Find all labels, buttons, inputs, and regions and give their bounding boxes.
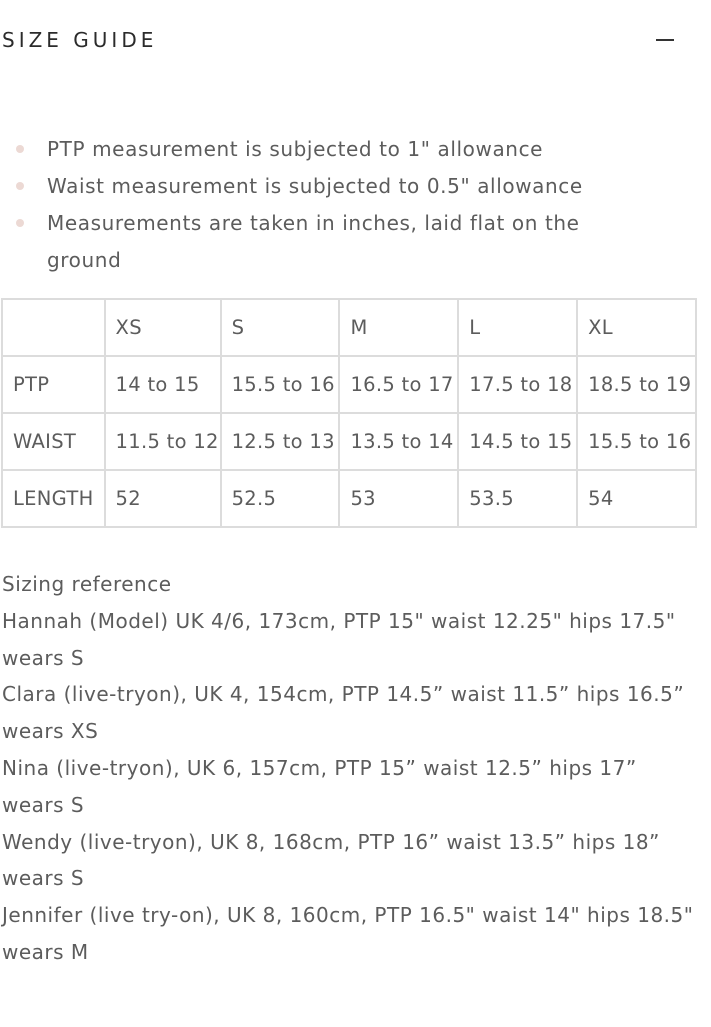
reference-line: Nina (live-tryon), UK 6, 157cm, PTP 15” waist 12.5” hips 17” wears S: [2, 755, 637, 817]
table-row: [2, 413, 696, 470]
size-column-header: XL: [577, 299, 696, 356]
table-cell: 17.5 to 18: [458, 356, 577, 413]
size-column-header: XS: [105, 299, 221, 356]
size-column-header: L: [458, 299, 577, 356]
size-column-header: S: [221, 299, 340, 356]
table-row: [2, 470, 696, 527]
bullet-dot-icon: [16, 219, 24, 227]
note-text: PTP measurement is subjected to 1" allowance: [47, 137, 544, 161]
bullet-dot-icon: [16, 182, 24, 190]
row-label: PTP: [2, 356, 105, 413]
reference-line: Clara (live-tryon), UK 4, 154cm, PTP 14.5” waist 11.5” hips 16.5” wears XS: [2, 682, 685, 744]
table-cell: 15.5 to 16: [221, 356, 340, 413]
sizing-reference-heading: Sizing reference: [2, 572, 172, 596]
table-cell: 52: [105, 470, 221, 527]
table-cell: 13.5 to 14: [339, 413, 458, 470]
table-cell: 53: [339, 470, 458, 527]
reference-line: Hannah (Model) UK 4/6, 173cm, PTP 15" waist 12.25" hips 17.5" wears S: [2, 608, 676, 670]
table-cell: 12.5 to 13: [221, 413, 340, 470]
bullet-dot-icon: [16, 145, 24, 153]
note-item: [0, 205, 711, 279]
sizing-reference: [2, 566, 702, 971]
size-column-header: M: [339, 299, 458, 356]
collapse-minus-icon[interactable]: [652, 24, 680, 54]
measurement-notes: [0, 131, 711, 279]
table-cell: 14.5 to 15: [458, 413, 577, 470]
note-text: Waist measurement is subjected to 0.5" allowance: [47, 174, 583, 198]
size-guide-title: SIZE GUIDE: [2, 28, 158, 52]
row-label: LENGTH: [2, 470, 105, 527]
table-corner-cell: [2, 299, 105, 356]
note-item: [0, 168, 711, 205]
reference-line: Wendy (live-tryon), UK 8, 168cm, PTP 16” waist 13.5” hips 18” wears S: [2, 829, 660, 891]
minus-bar: [656, 39, 674, 41]
table-cell: 11.5 to 12: [105, 413, 221, 470]
note-text: Measurements are taken in inches, laid flat on the ground: [47, 211, 580, 272]
table-header-row: [2, 299, 696, 356]
size-guide-header[interactable]: [0, 22, 711, 62]
table-cell: 16.5 to 17: [339, 356, 458, 413]
table-cell: 52.5: [221, 470, 340, 527]
table-cell: 14 to 15: [105, 356, 221, 413]
size-table-scroll[interactable]: [1, 298, 697, 536]
table-cell: 18.5 to 19: [577, 356, 696, 413]
table-cell: 15.5 to 16: [577, 413, 696, 470]
reference-line: Jennifer (live try-on), UK 8, 160cm, PTP 16.5" waist 14" hips 18.5" wears M: [2, 903, 694, 964]
table-row: [2, 356, 696, 413]
size-table: [1, 298, 697, 528]
note-item: [0, 131, 711, 168]
table-cell: 53.5: [458, 470, 577, 527]
row-label: WAIST: [2, 413, 105, 470]
table-cell: 54: [577, 470, 696, 527]
